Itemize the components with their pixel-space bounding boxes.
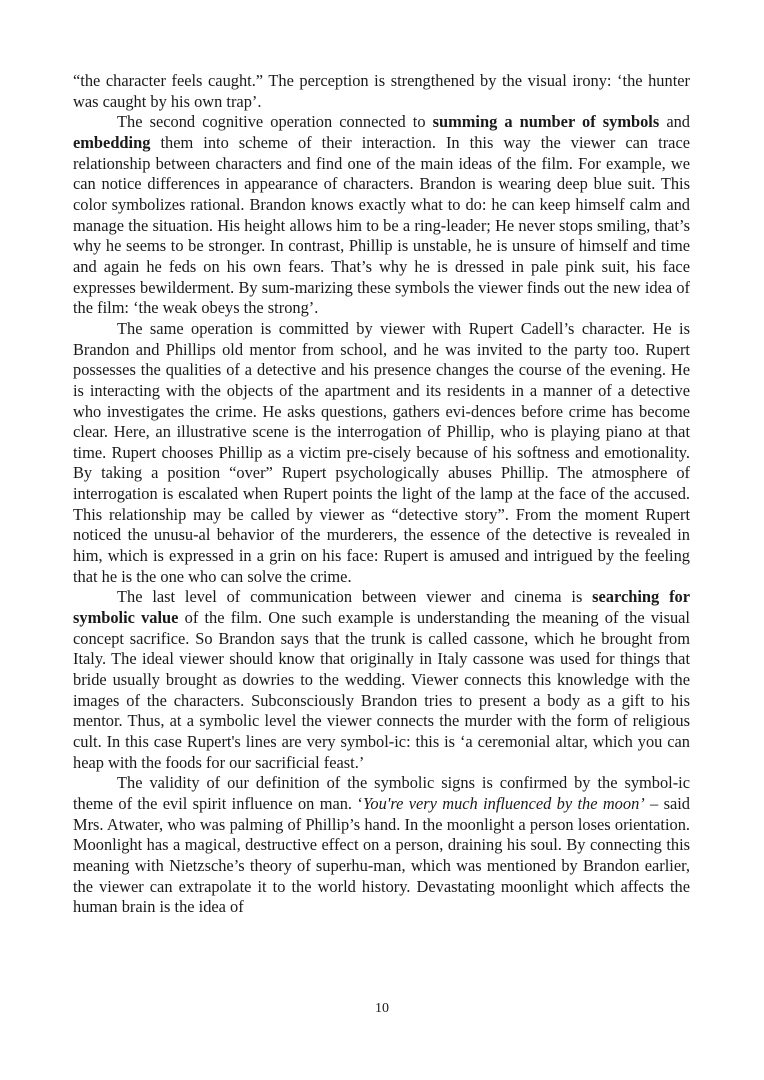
paragraph-2	[73, 112, 690, 319]
emphasis-summing-symbols: summing a number of symbols	[432, 112, 660, 132]
quote-moon: You're very much influenced by the moon’	[362, 793, 645, 813]
paragraph-4-text: of the film. One such example is understanding the meaning of the visual concept sacrifice. So Brandon says that the trunk is called cassone, which he brought from Italy. The ideal viewer should know that originally in Italy cassone was used for things that bride usually brought as dowries to the wedding. Viewer connects this knowledge with the images of the characters. Subconsciously Brandon tries to present a body as a gift to his mentor. Thus, at a symbolic level the viewer connects the murder with the form of religious cult. In this case Rupert's lines are very symbol-ic: this is ‘a ceremonial altar, which you can heap with the foods for our sacrificial feast.’	[73, 608, 690, 772]
paragraph-3	[73, 319, 690, 588]
paragraph-4-text: The last level of communication between viewer and cinema is	[117, 587, 593, 607]
paragraph-2-text: and	[659, 112, 690, 132]
paragraph-1-text: “the character feels caught.” The perception is strengthened by the visual irony: ‘the hunter was caught by his own trap’.	[73, 71, 690, 111]
paragraph-1	[73, 71, 690, 112]
paragraph-2-text: them into scheme of their interaction. In this way the viewer can trace relationship between characters and find one of the main ideas of the film. For example, we can notice differences in appearance of characters. Brandon is wearing deep blue suit. This color symbolizes rational. Brandon knows exactly what to do: he can keep himself calm and manage the situation. His height allows him to be a ring-leader; He never stops smiling, that’s why he seems to be stronger. In contrast, Phillip is unstable, he is unsure of himself and time and again he feds on his own fears. That’s why he is dressed in pale pink suit, his face expresses bewilderment. By sum-marizing these symbols the viewer finds out the new idea of the film: ‘the weak obeys the strong’.	[73, 132, 690, 318]
page-number: 10	[375, 1001, 389, 1016]
paragraph-5	[73, 773, 690, 918]
paragraph-3-text: The same operation is committed by viewer with Rupert Cadell’s character. He is Brandon and Phillips old mentor from school, and he was invited to the party too. Rupert possesses the qualities of a detective and his presence changes the course of the evening. He is interacting with the objects of the apartment and its residents in a manner of a detective who investigates the crime. He asks questions, gathers evi-dences before crime has become clear. Here, an illustrative scene is the interrogation of Phillip, who is playing piano at that time. Rupert chooses Phillip as a victim pre-cisely because of his softness and emotionality. By taking a position “over” Rupert psychologically abuses Phillip. The atmosphere of interrogation is escalated when Rupert points the light of the lamp at the face of the accused. This relationship may be called by viewer as “detective story”. From the moment Rupert noticed the unusu-al behavior of the murderers, the essence of the detective is revealed in him, which is expressed in a grin on his face: Rupert is amused and intrigued by the feeling that he is the one who can solve the crime.	[73, 318, 690, 586]
paragraph-4	[73, 587, 690, 773]
emphasis-symbolic-value: searching for symbolic value	[73, 587, 690, 628]
paragraph-5-text: The validity of our definition of the symbolic signs is confirmed by the symbol-ic theme of the evil spirit influence on man. ‘	[73, 773, 690, 813]
document-body	[73, 71, 690, 918]
emphasis-embedding: embedding	[73, 132, 151, 152]
paragraph-2-text: The second cognitive operation connected to	[117, 112, 433, 132]
paragraph-5-text: – said Mrs. Atwater, who was palming of Phillip’s hand. In the moonlight a person loses orientation. Moonlight has a magical, destructive effect on a person, draining his soul. By connecting this meaning with Nietzsche’s theory of superhu-man, which was mentioned by Brandon earlier, the viewer can extrapolate it to the world history. Devastating moonlight which affects the human brain is the idea of	[73, 793, 690, 917]
